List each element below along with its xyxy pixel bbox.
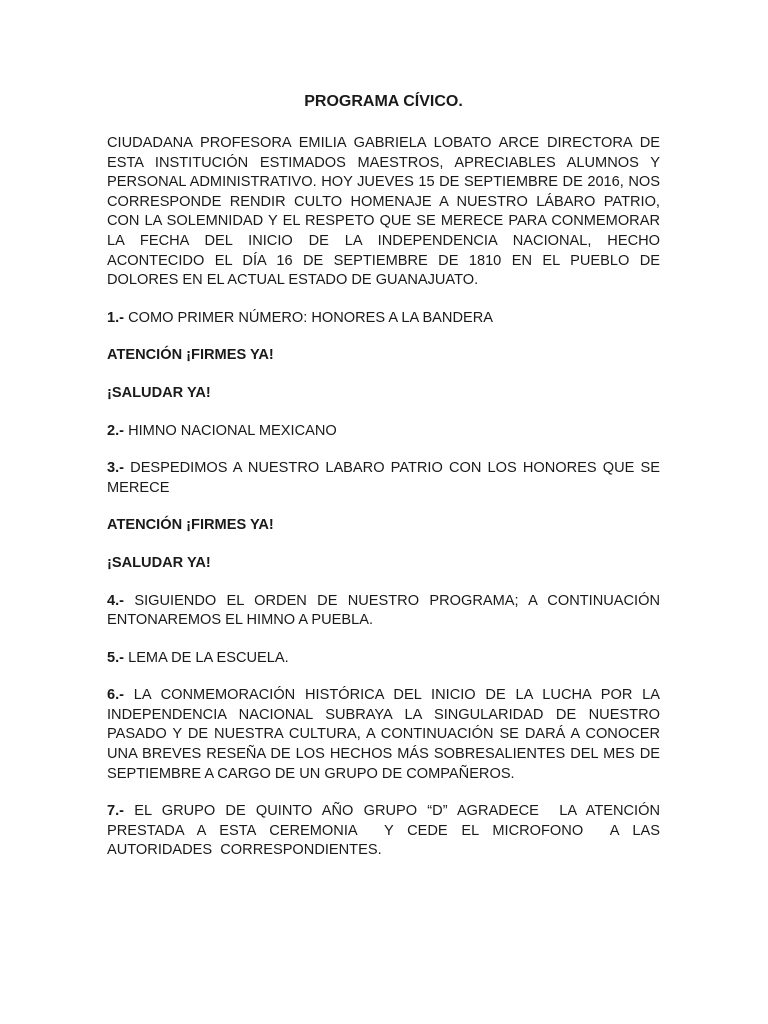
item-number: 7.-: [107, 803, 125, 820]
intro-paragraph: CIUDADANA PROFESORA EMILIA GABRIELA LOBATO ARCE DIRECTORA DE ESTA INSTITUCIÓN ESTIMADOS MAESTROS, APRECIABLES ALUMNOS Y PERSONAL ADMINISTRATIVO. HOY JUEVES 15 DE SEPTIEMBRE DE 2016, NOS CORRESPONDE RENDIR CULTO HOMENAJE A NUESTRO LÁBARO PATRIO, CON LA SOLEMNIDAD Y EL RESPETO QUE SE MERECE PARA CONMEMORAR LA FECHA DEL INICIO DE LA INDEPENDENCIA NACIONAL, HECHO ACONTECIDO EL DÍA 16 DE SEPTIEMBRE DE 1810 EN EL PUEBLO DE DOLORES EN EL ACTUAL ESTADO DE GUANAJUATO.: [107, 135, 660, 289]
program-item-7: [107, 802, 665, 861]
program-item-2: [107, 422, 660, 442]
program-item-6: [107, 686, 660, 784]
item-number: 6.-: [107, 687, 125, 704]
program-item-3: [107, 459, 660, 498]
program-item-4: [107, 592, 660, 631]
item-number: 3.-: [107, 460, 125, 477]
item-text: COMO PRIMER NÚMERO: HONORES A LA BANDERA: [124, 309, 493, 326]
program-item-1: [107, 309, 660, 329]
item-number: 1.-: [107, 309, 125, 326]
document-title: PROGRAMA CÍVICO.: [304, 93, 463, 110]
item-number: 5.-: [107, 649, 125, 666]
item-text: LA CONMEMORACIÓN HISTÓRICA DEL INICIO DE LA LUCHA POR LA INDEPENDENCIA NACIONAL SUBRAYA LA SINGULARIDAD DE NUESTRO PASADO Y DE NUESTRA CULTURA, A CONTINUACIÓN SE DARÁ A CONOCER UNA BREVES RESEÑA DE LOS HECHOS MÁS SOBRESALIENTES DEL MES DE SEPTIEMBRE A CARGO DE UN GRUPO DE COMPAÑEROS.: [107, 687, 660, 782]
item-text: HIMNO NACIONAL MEXICANO: [124, 422, 337, 439]
item-number: 4.-: [107, 592, 125, 609]
item-number: 2.-: [107, 422, 125, 439]
program-item-5: [107, 649, 660, 669]
command-salute-2: ¡SALUDAR YA!: [107, 554, 211, 571]
command-salute-1: ¡SALUDAR YA!: [107, 384, 211, 401]
command-attention-2: ATENCIÓN ¡FIRMES YA!: [107, 517, 274, 534]
item-text: LEMA DE LA ESCUELA.: [124, 649, 289, 666]
document-page: [107, 92, 665, 879]
item-text: EL GRUPO DE QUINTO AÑO GRUPO “D” AGRADECE LA ATENCIÓN PRESTADA A ESTA CEREMONIA Y CEDE EL MICROFONO A LAS AUTORIDADES CORRESPONDIENTES.: [107, 803, 665, 859]
command-attention-1: ATENCIÓN ¡FIRMES YA!: [107, 347, 274, 364]
item-text: SIGUIENDO EL ORDEN DE NUESTRO PROGRAMA; A CONTINUACIÓN ENTONAREMOS EL HIMNO A PUEBLA.: [107, 592, 660, 629]
item-text: DESPEDIMOS A NUESTRO LABARO PATRIO CON LOS HONORES QUE SE MERECE: [107, 460, 660, 496]
